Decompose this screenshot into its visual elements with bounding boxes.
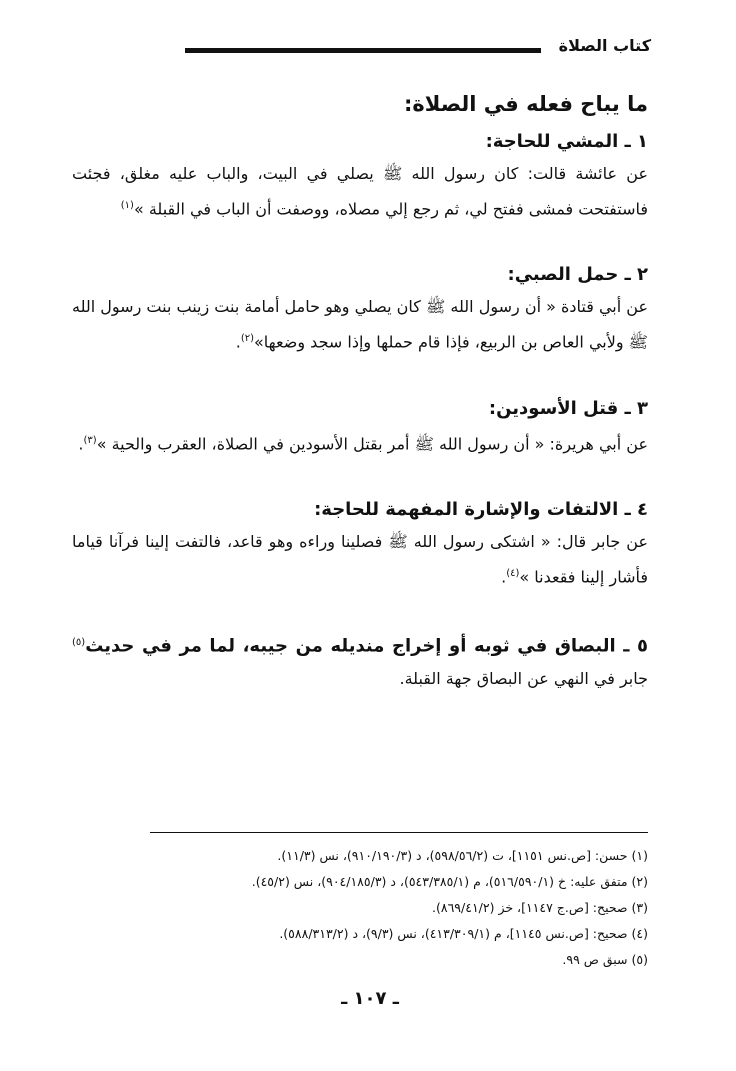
- section-title: ٤ ـ الالتفات والإشارة المفهمة للحاجة:: [314, 498, 648, 520]
- main-content: [72, 88, 648, 729]
- section-title: ٢ ـ حمل الصبي:: [507, 264, 648, 286]
- section-text: عن أبي قتادة « أن رسول الله ﷺ كان يصلي وهو حامل أمامة بنت زينب بنت رسول الله ﷺ ولأبي العاص بن الربيع، فإذا قام حملها وإذا سجد وضعها»$^{(٢)}$.: [72, 297, 648, 352]
- footnote-ref: (٥): [72, 637, 86, 649]
- footnote: (٤) صحيح: [ص.نس ١١٤٥]، م (٤١٣/٣٠٩/١)، نس (٩/٣)، د (٥٨٨/٣١٣/٢).: [279, 926, 648, 941]
- footnote: (٢) متفق عليه: خ (٥١٦/٥٩٠/١)، م (٥٤٣/٣٨٥/١)، د (٩٠٤/١٨٥/٣)، نس (٤٥/٢).: [251, 874, 648, 889]
- section-text: [72, 158, 648, 225]
- main-heading: ما يباح فعله في الصلاة:: [403, 92, 648, 116]
- section-body: عن عائشة قالت: كان رسول الله ﷺ يصلي في البيت، والباب عليه مغلق، فجئت فاستفتحت فمشى ففتح لي، ثم رجع إلي مصلاه، ووصفت أن الباب في القبلة »: [72, 164, 648, 219]
- footnote: (١) حسن: [ص.نس ١١٥١]، ت (٥٩٨/٥٦/٢)، د (٩١٠/١٩٠/٣)، نس (١١/٣).: [277, 848, 648, 863]
- section-body: جابر في النهي عن البصاق جهة القبلة.: [399, 668, 648, 688]
- page-number: ـ ١٠٧ ـ: [341, 988, 399, 1009]
- header-rule: [185, 48, 541, 53]
- footnote-ref: (٢): [240, 333, 255, 345]
- section-body: عن جابر قال: « اشتكى رسول الله ﷺ فصلينا وراءه وهو قاعد، فالتفت إلينا فرآنا قياما فأشار إلينا فقعدنا »: [72, 531, 648, 587]
- section-3: [72, 393, 648, 460]
- footnotes: [150, 832, 648, 973]
- section-body: عن أبي هريرة: « أن رسول الله ﷺ أمر بقتل الأسودين في الصلاة، العقرب والحية »: [96, 433, 648, 453]
- section-4: [72, 494, 648, 593]
- footnote: (٣) صحيح: [ص.ج ١١٤٧]، خز (٨٦٩/٤١/٢).: [432, 900, 648, 915]
- footnote-ref: (١): [120, 200, 134, 211]
- section-2: [72, 259, 648, 358]
- section-5: [72, 627, 648, 694]
- footnote-ref: (٣): [83, 434, 97, 446]
- section-1: [72, 126, 648, 225]
- header-title: كتاب الصلاة: [558, 36, 651, 55]
- section-text: [72, 627, 648, 694]
- section-title: ١ ـ المشي للحاجة:: [485, 131, 648, 152]
- running-header: [185, 36, 651, 66]
- section-text: عن أبي هريرة: « أن رسول الله ﷺ أمر بقتل الأسودين في الصلاة، العقرب والحية »$^{(٣)}$.: [78, 433, 648, 453]
- section-title: ٥ ـ البصاق في ثوبه أو إخراج منديله من جيبه، لما مر في حديث: [85, 635, 648, 657]
- section-body: عن أبي قتادة « أن رسول الله ﷺ كان يصلي وهو حامل أمامة بنت زينب بنت رسول الله ﷺ ولأبي العاص بن الربيع، فإذا قام حملها وإذا سجد وضعها»: [72, 297, 648, 352]
- section-text: عن جابر قال: « اشتكى رسول الله ﷺ فصلينا وراءه وهو قاعد، فالتفت إلينا فرآنا قياما فأشار إلينا فقعدنا »$^{(٤)}$.: [72, 531, 648, 587]
- section-title: ٣ ـ قتل الأسودين:: [488, 397, 648, 419]
- footnote-ref: (٤): [506, 567, 520, 579]
- footnote: (٥) سبق ص ٩٩.: [562, 952, 648, 967]
